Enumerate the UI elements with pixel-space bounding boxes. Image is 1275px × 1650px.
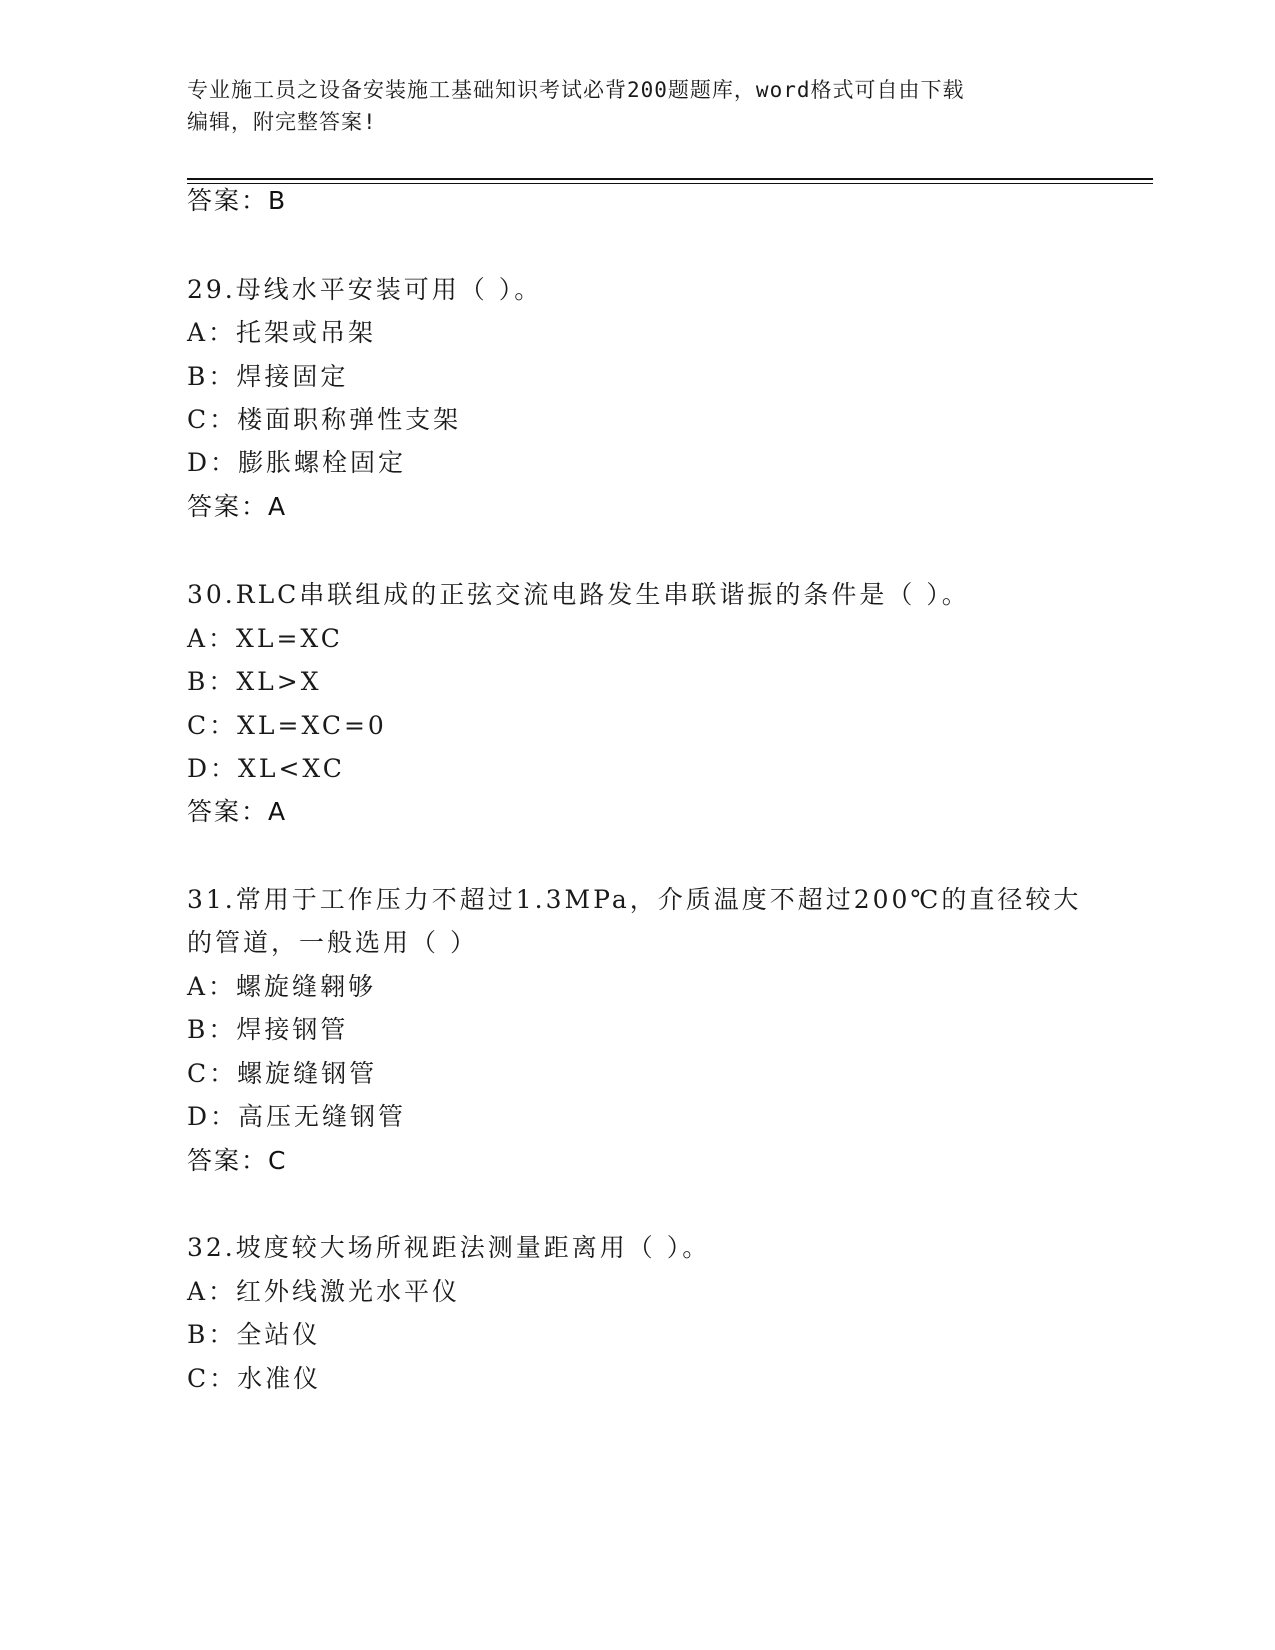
header-divider-thin: [187, 183, 1153, 184]
question-31-stem-line-2: 的管道，一般选用（ ）: [187, 928, 478, 957]
question-30-answer: 答案：A: [187, 797, 288, 826]
header-line-2: 编辑，附完整答案!: [187, 110, 377, 134]
question-31-option-d: D：高压无缝钢管: [187, 1102, 407, 1131]
question-29-answer: 答案：A: [187, 492, 288, 521]
question-30-option-a: A：XL=XC: [187, 624, 343, 653]
question-31-option-b: B：焊接钢管: [187, 1015, 349, 1044]
answer-28: 答案：B: [187, 186, 288, 215]
question-31-option-c: C：螺旋缝钢管: [187, 1059, 378, 1088]
question-29-stem: 29.母线水平安装可用（ ）。: [187, 275, 543, 304]
header-line-1: 专业施工员之设备安装施工基础知识考试必背200题题库，word格式可自由下载: [187, 78, 965, 102]
question-29-option-b: B：焊接固定: [187, 362, 349, 391]
question-31-stem-line-1: 31.常用于工作压力不超过1.3MPa，介质温度不超过200℃的直径较大: [187, 885, 1082, 914]
header-divider: [187, 178, 1153, 180]
question-30-stem: 30.RLC串联组成的正弦交流电路发生串联谐振的条件是（ ）。: [187, 580, 970, 609]
question-31-answer: 答案：C: [187, 1146, 288, 1175]
question-32-option-a: A：红外线激光水平仪: [187, 1277, 461, 1306]
question-29-option-d: D：膨胀螺栓固定: [187, 448, 407, 477]
question-30-option-d: D：XL<XC: [187, 754, 345, 783]
question-31-option-a: A：螺旋缝翱够: [187, 972, 377, 1001]
question-30-option-c: C：XL=XC=0: [187, 711, 387, 740]
question-30-option-b: B：XL>X: [187, 667, 322, 696]
question-29-option-a: A：托架或吊架: [187, 318, 377, 347]
question-32-option-c: C：水准仪: [187, 1364, 322, 1393]
document-header: [187, 74, 1067, 138]
question-32-stem: 32.坡度较大场所视距法测量距离用（ ）。: [187, 1233, 711, 1262]
question-32-option-b: B：全站仪: [187, 1320, 321, 1349]
question-29-option-c: C：楼面职称弹性支架: [187, 405, 462, 434]
